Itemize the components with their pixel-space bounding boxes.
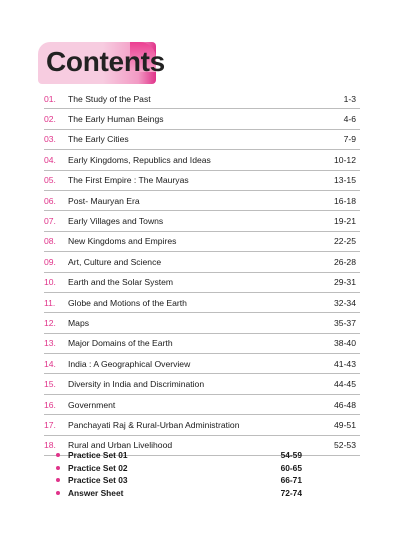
practice-pages: 66-71 <box>280 475 302 486</box>
toc-entry[interactable] <box>44 252 360 272</box>
chapter-title: Early Villages and Towns <box>68 216 164 227</box>
chapter-pages: 22-25 <box>334 236 356 247</box>
bullet-icon <box>56 478 60 482</box>
chapter-pages: 41-43 <box>334 358 356 369</box>
chapter-number: 13. <box>44 338 56 349</box>
chapter-pages: 19-21 <box>334 216 356 227</box>
chapter-title: Diversity in India and Discrimination <box>68 379 205 390</box>
chapter-title: Earth and the Solar System <box>68 277 174 288</box>
bullet-icon <box>56 466 60 470</box>
practice-entry[interactable] <box>56 449 302 462</box>
chapter-pages: 13-15 <box>334 175 356 186</box>
chapter-title: Art, Culture and Science <box>68 256 162 267</box>
table-of-contents <box>44 89 360 456</box>
practice-pages: 72-74 <box>280 488 302 499</box>
bullet-icon <box>56 453 60 457</box>
chapter-pages: 52-53 <box>334 440 356 451</box>
chapter-pages: 38-40 <box>334 338 356 349</box>
chapter-number: 03. <box>44 134 56 145</box>
chapter-number: 04. <box>44 154 56 165</box>
chapter-title: Panchayati Raj & Rural-Urban Administration <box>68 419 240 430</box>
practice-title: Practice Set 01 <box>68 450 128 461</box>
page-title: Contents <box>46 46 165 77</box>
toc-entry[interactable] <box>44 273 360 293</box>
chapter-title: Post- Mauryan Era <box>68 195 140 206</box>
chapter-title: The First Empire : The Mauryas <box>68 175 189 186</box>
chapter-title: Maps <box>68 317 90 328</box>
chapter-number: 10. <box>44 277 56 288</box>
practice-title: Practice Set 02 <box>68 462 128 473</box>
chapter-title: The Early Cities <box>68 134 129 145</box>
chapter-number: 02. <box>44 114 56 125</box>
practice-title: Answer Sheet <box>68 488 124 499</box>
bullet-icon <box>56 491 60 495</box>
chapter-number: 15. <box>44 379 56 390</box>
chapter-pages: 46-48 <box>334 399 356 410</box>
chapter-number: 08. <box>44 236 56 247</box>
chapter-title: Major Domains of the Earth <box>68 338 173 349</box>
chapter-number: 05. <box>44 175 56 186</box>
toc-entry[interactable] <box>44 334 360 354</box>
practice-title: Practice Set 03 <box>68 475 128 486</box>
practice-entry[interactable] <box>56 462 302 475</box>
toc-entry[interactable] <box>44 171 360 191</box>
chapter-pages: 44-45 <box>334 379 356 390</box>
chapter-pages: 10-12 <box>334 154 356 165</box>
chapter-pages: 49-51 <box>334 419 356 430</box>
chapter-number: 06. <box>44 195 56 206</box>
chapter-number: 11. <box>44 297 56 308</box>
chapter-pages: 1-3 <box>343 93 356 104</box>
chapter-title: The Early Human Beings <box>68 114 164 125</box>
chapter-title: Globe and Motions of the Earth <box>68 297 187 308</box>
chapter-pages: 26-28 <box>334 256 356 267</box>
chapter-title: New Kingdoms and Empires <box>68 236 177 247</box>
chapter-number: 16. <box>44 399 56 410</box>
chapter-pages: 32-34 <box>334 297 356 308</box>
practice-entry[interactable] <box>56 487 302 500</box>
toc-entry[interactable] <box>44 89 360 109</box>
toc-entry[interactable] <box>44 109 360 129</box>
chapter-title: Early Kingdoms, Republics and Ideas <box>68 154 211 165</box>
chapter-number: 12. <box>44 317 56 328</box>
toc-entry[interactable] <box>44 415 360 435</box>
practice-pages: 60-65 <box>280 462 302 473</box>
chapter-pages: 4-6 <box>343 114 356 125</box>
chapter-number: 18. <box>44 440 56 451</box>
chapter-pages: 35-37 <box>334 317 356 328</box>
chapter-title: Government <box>68 399 116 410</box>
toc-entry[interactable] <box>44 374 360 394</box>
toc-entry[interactable] <box>44 211 360 231</box>
chapter-number: 07. <box>44 216 56 227</box>
practice-pages: 54-59 <box>280 450 302 461</box>
toc-entry[interactable] <box>44 150 360 170</box>
chapter-pages: 29-31 <box>334 277 356 288</box>
chapter-pages: 16-18 <box>334 195 356 206</box>
chapter-number: 17. <box>44 419 56 430</box>
toc-entry[interactable] <box>44 313 360 333</box>
chapter-pages: 7-9 <box>343 134 356 145</box>
chapter-title: The Study of the Past <box>68 93 151 104</box>
practice-entry[interactable] <box>56 474 302 487</box>
toc-entry[interactable] <box>44 232 360 252</box>
toc-entry[interactable] <box>44 293 360 313</box>
toc-entry[interactable] <box>44 130 360 150</box>
chapter-number: 14. <box>44 358 56 369</box>
toc-entry[interactable] <box>44 191 360 211</box>
chapter-title: Rural and Urban Livelihood <box>68 440 173 451</box>
chapter-number: 01. <box>44 93 56 104</box>
chapter-number: 09. <box>44 256 56 267</box>
toc-entry[interactable] <box>44 395 360 415</box>
toc-entry[interactable] <box>44 354 360 374</box>
practice-list <box>56 449 302 499</box>
chapter-title: India : A Geographical Overview <box>68 358 191 369</box>
